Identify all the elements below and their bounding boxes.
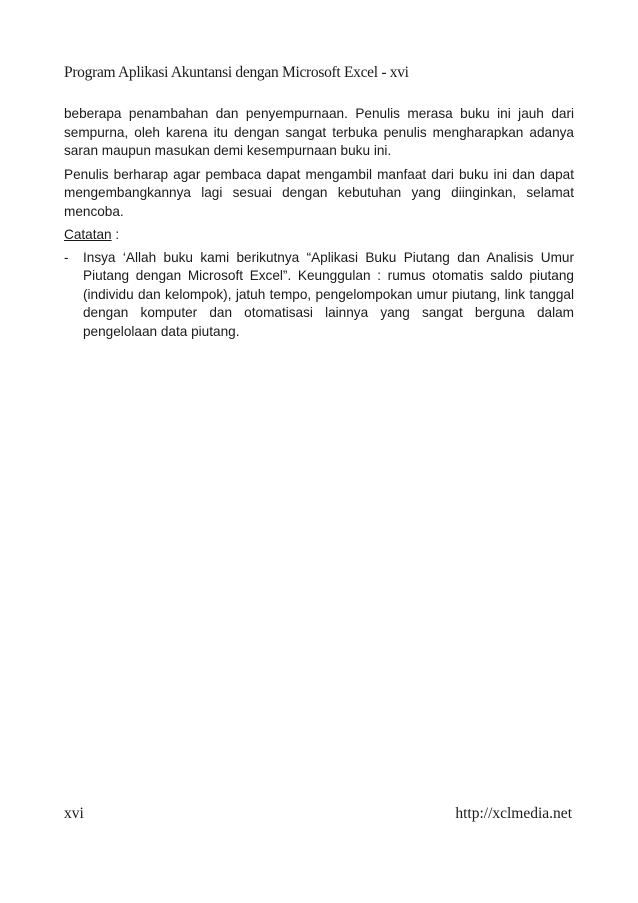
paragraph-2: Penulis berharap agar pembaca dapat mengambil manfaat dari buku ini dan dapat mengembangkannya lagi sesuai dengan kebutuhan yang diinginkan, selamat mencoba. — [64, 166, 574, 219]
paragraph-1: beberapa penambahan dan penyempurnaan. Penulis merasa buku ini jauh dari sempurna, oleh karena itu dengan sangat terbuka penulis mengharapkan adanya saran maupun masukan demi kesempurnaan buku ini. — [64, 106, 574, 158]
list-dash: - — [64, 249, 69, 265]
notes-colon: : — [111, 227, 120, 242]
running-header: Program Aplikasi Akuntansi dengan Microsoft Excel - xvi — [64, 64, 409, 81]
note-list-item — [64, 249, 574, 342]
note-text: Insya ‘Allah buku kami berikutnya “Aplikasi Buku Piutang dan Analisis Umur Piutang dengan Microsoft Excel”. Keunggulan : rumus otomatis saldo piutang (individu dan kelompok), jatuh tempo, pengelompokan umur piutang, link tanggal dengan komputer dan otomatisasi lainnya yang sangat berguna dalam pengelolaan data piutang. — [83, 249, 574, 339]
page-number: xvi — [64, 805, 84, 822]
page-body — [64, 105, 574, 341]
footer-url: http://xclmedia.net — [455, 805, 572, 822]
notes-label: Catatan — [64, 227, 112, 242]
notes-heading — [64, 226, 574, 245]
